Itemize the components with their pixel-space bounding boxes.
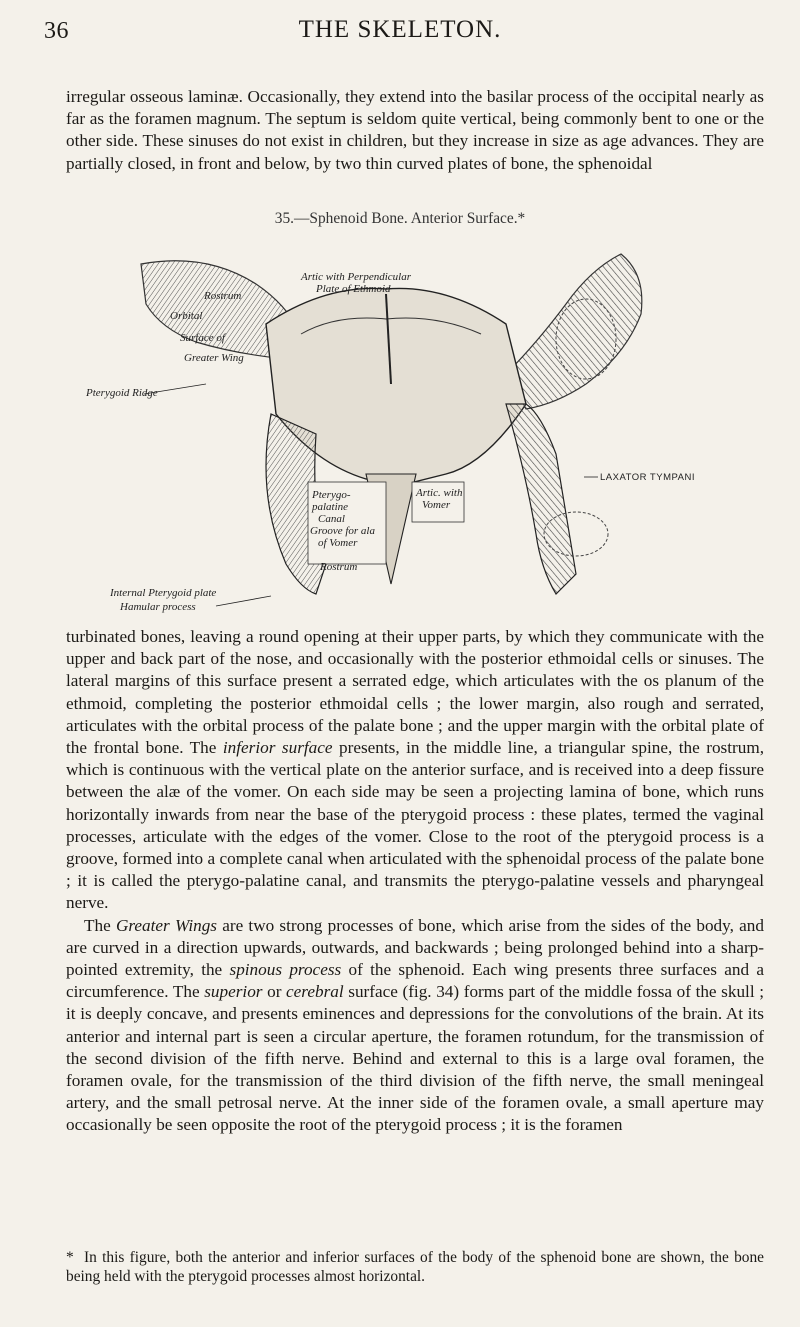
label-laxator: LAXATOR TYMPANI (600, 472, 695, 483)
paragraph-greater-wings (66, 915, 764, 1137)
footnote-text: In this figure, both the anterior and inferior surfaces of the body of the sphenoid bone are shown, the bone being held with the pterygoid processes almost horizontal. (66, 1249, 764, 1285)
p1-text-b: presents, in the middle line, a triangular spine, the rostrum, which is continuous with the vertical plate on the anterior surface, and is received into a deep fissure between the alæ of the vomer. On each side may be seen a projecting lamina of bone, which runs horizontally inwards from near the base of the pterygoid process : these plates, termed the vaginal processes, articulate with the edges of the vomer. Close to the root of the pterygoid process is a groove, formed into a complete canal when articulated with the sphenoidal process of the palate bone ; it is called the pterygo-palatine canal, and transmits the pterygo-palatine vessels and pharyngeal nerve. (66, 738, 764, 913)
paragraph-inferior (66, 626, 764, 915)
label-of-vomer: of Vomer (318, 537, 358, 549)
paragraph-top (66, 86, 764, 175)
p1-text-a: turbinated bones, leaving a round opening at their upper parts, by which they communicate with the upper and back part of the nose, and occasionally with the posterior ethmoidal cells or sinuses. The lateral margins of this surface present a serrated edge, which articulates with the os planum of the ethmoid, completing the posterior ethmoidal cells ; the lower margin, also rough and serrated, articulates with the orbital process of the palate bone ; and the upper margin with the orbital plate of the frontal bone. The (66, 627, 764, 758)
label-hamular: Hamular process (120, 601, 196, 613)
body-text (66, 626, 764, 1137)
figure-caption: 35.—Sphenoid Bone. Anterior Surface.* (274, 210, 526, 227)
footnote-mark: * (66, 1249, 74, 1266)
label-groove-ala: Groove for ala (310, 525, 375, 537)
term-inferior-surface: inferior surface (222, 738, 333, 758)
label-pterygo: Pterygo- (312, 489, 351, 501)
sphenoid-illustration (86, 234, 695, 620)
term-superior: superior (204, 982, 263, 1002)
label-palatine: palatine (312, 501, 349, 513)
term-cerebral: cerebral (286, 982, 344, 1002)
label-artic-perp: Artic with Perpendicular (301, 271, 411, 283)
label-canal: Canal (318, 513, 345, 525)
label-rostrum-top: Rostrum (204, 290, 242, 302)
term-greater-wings: Greater Wings (115, 915, 217, 935)
sphenoid-engraving (86, 234, 695, 620)
paragraph-top-text: irregular osseous laminæ. Occasionally, they extend into the basilar process of the occipital nearly as far as the foramen magnum. The septum is seldom quite vertical, being commonly bent to one or the other side. These sinuses do not exist in children, but they increase in size as age advances. They are partially closed, in front and below, by two thin curved plates of bone, the sphenoidal (66, 87, 764, 173)
page-number: 36 (44, 18, 69, 44)
label-surface-of: Surface of (180, 332, 225, 344)
label-artic-with: Artic. with (416, 487, 463, 499)
hamular-leader (216, 596, 271, 606)
label-pterygoid-ridge: Pterygoid Ridge (86, 387, 158, 399)
right-pterygoid-shape (506, 404, 576, 594)
label-orbital: Orbital (170, 310, 203, 322)
running-title: THE SKELETON. (298, 16, 502, 43)
label-plate-ethmoid: Plate of Ethmoid (316, 283, 391, 295)
p2-text-a: The (84, 915, 116, 935)
label-rostrum-low: Rostrum (320, 561, 358, 573)
right-wing-shape (506, 254, 642, 409)
term-spinous-process: spinous process (229, 960, 342, 980)
p2-text-b: are two strong processes of bone, which arise from the sides of the body, and are curved in a direction upwards, outwards, and backwards ; being prolonged behind into a sharp-pointed extremity, the (66, 915, 764, 980)
label-vomer: Vomer (422, 499, 451, 511)
p2-text-c: of the sphenoid. Each wing presents three surfaces and a circumference. The (66, 960, 764, 1002)
footnote (66, 1248, 764, 1286)
p2-text-d: or (262, 982, 287, 1002)
p2-text-e: surface (fig. 34) forms part of the middle fossa of the skull ; it is deeply concave, and presents eminences and depressions for the convolutions of the brain. At its anterior and internal part is seen a circular aperture, the foramen rotundum, for the transmission of the second division of the fifth nerve. Behind and external to this is a large oval foramen, the foramen ovale, for the transmission of the third division of the fifth nerve, the small meningeal artery, and the small petrosal nerve. At the inner side of the foramen ovale, a small aperture may occasionally be seen opposite the root of the pterygoid process ; it is the foramen (66, 982, 764, 1135)
label-greater-wing: Greater Wing (184, 352, 244, 364)
label-internal-plate: Internal Pterygoid plate (110, 587, 217, 599)
